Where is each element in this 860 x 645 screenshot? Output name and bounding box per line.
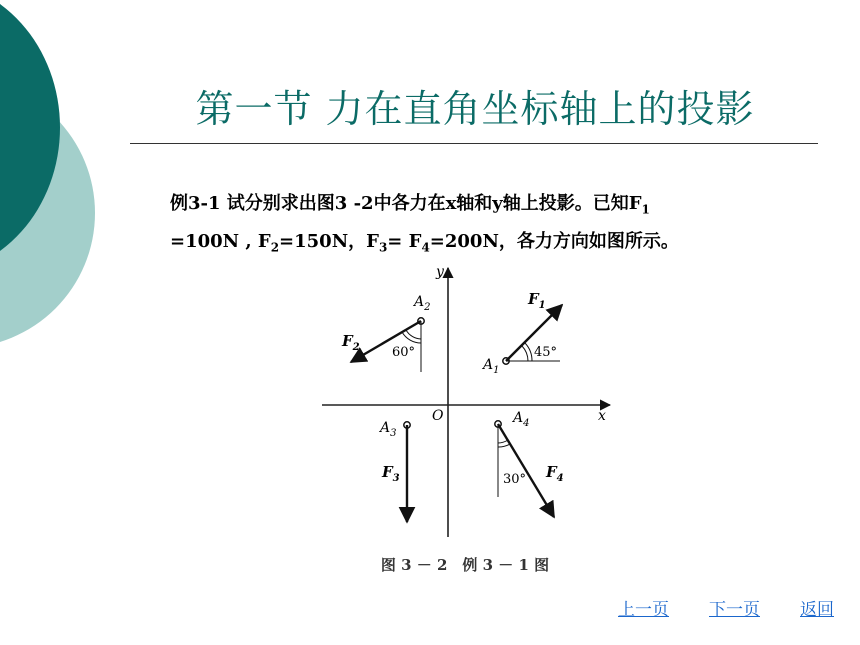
problem-text: = F <box>387 230 422 252</box>
figure-caption: 图 3 － 2 例 3 － 1 图 <box>380 556 550 574</box>
label-f3-letter: F <box>382 463 393 481</box>
problem-text: 例3-1 试分别求出图3 -2中各力在x轴和y轴上投影。已知F <box>170 193 642 214</box>
title-divider <box>130 143 818 144</box>
label-f1-sub: 1 <box>538 300 546 311</box>
label-f2-sub: 2 <box>352 342 360 353</box>
label-f1-letter: F <box>528 290 539 308</box>
subscript: 2 <box>270 240 280 255</box>
problem-text: =100N , F <box>170 230 271 252</box>
y-axis-label: y <box>436 264 444 280</box>
force-diagram <box>310 262 620 582</box>
back-link[interactable]: 返回 <box>800 600 834 620</box>
next-page-link[interactable]: 下一页 <box>709 600 760 620</box>
label-a2-sub: 2 <box>424 302 431 313</box>
label-a1-letter: A <box>483 357 494 373</box>
angle-label-60: 60° <box>392 345 416 360</box>
label-a4-sub: 4 <box>523 418 530 429</box>
problem-line-2 <box>170 226 790 264</box>
problem-line-1 <box>170 188 790 226</box>
label-f2-letter: F <box>342 332 353 350</box>
subscript: 3 <box>378 240 388 255</box>
subscript: 4 <box>421 240 430 255</box>
angle-label-45: 45° <box>534 345 558 360</box>
label-a2-letter: A <box>414 294 425 310</box>
subscript: 1 <box>641 202 650 217</box>
label-a3-letter: A <box>380 420 391 436</box>
problem-text: =150N，F <box>279 230 379 252</box>
angle-label-30: 30° <box>503 472 527 487</box>
x-axis-label: x <box>598 408 606 424</box>
label-a4-letter: A <box>513 410 524 426</box>
prev-page-link[interactable]: 上一页 <box>618 600 669 620</box>
problem-statement <box>170 188 790 263</box>
label-f3-sub: 3 <box>392 473 400 484</box>
slide-title: 第一节 力在直角坐标轴上的投影 <box>195 87 755 131</box>
label-a3-sub: 3 <box>390 428 397 439</box>
figure-background <box>310 262 620 582</box>
label-f4-sub: 4 <box>556 473 564 484</box>
origin-label: O <box>432 408 444 424</box>
label-f4-letter: F <box>546 463 557 481</box>
problem-text: =200N，各力方向如图所示。 <box>429 230 679 252</box>
label-a1-sub: 1 <box>493 365 500 376</box>
